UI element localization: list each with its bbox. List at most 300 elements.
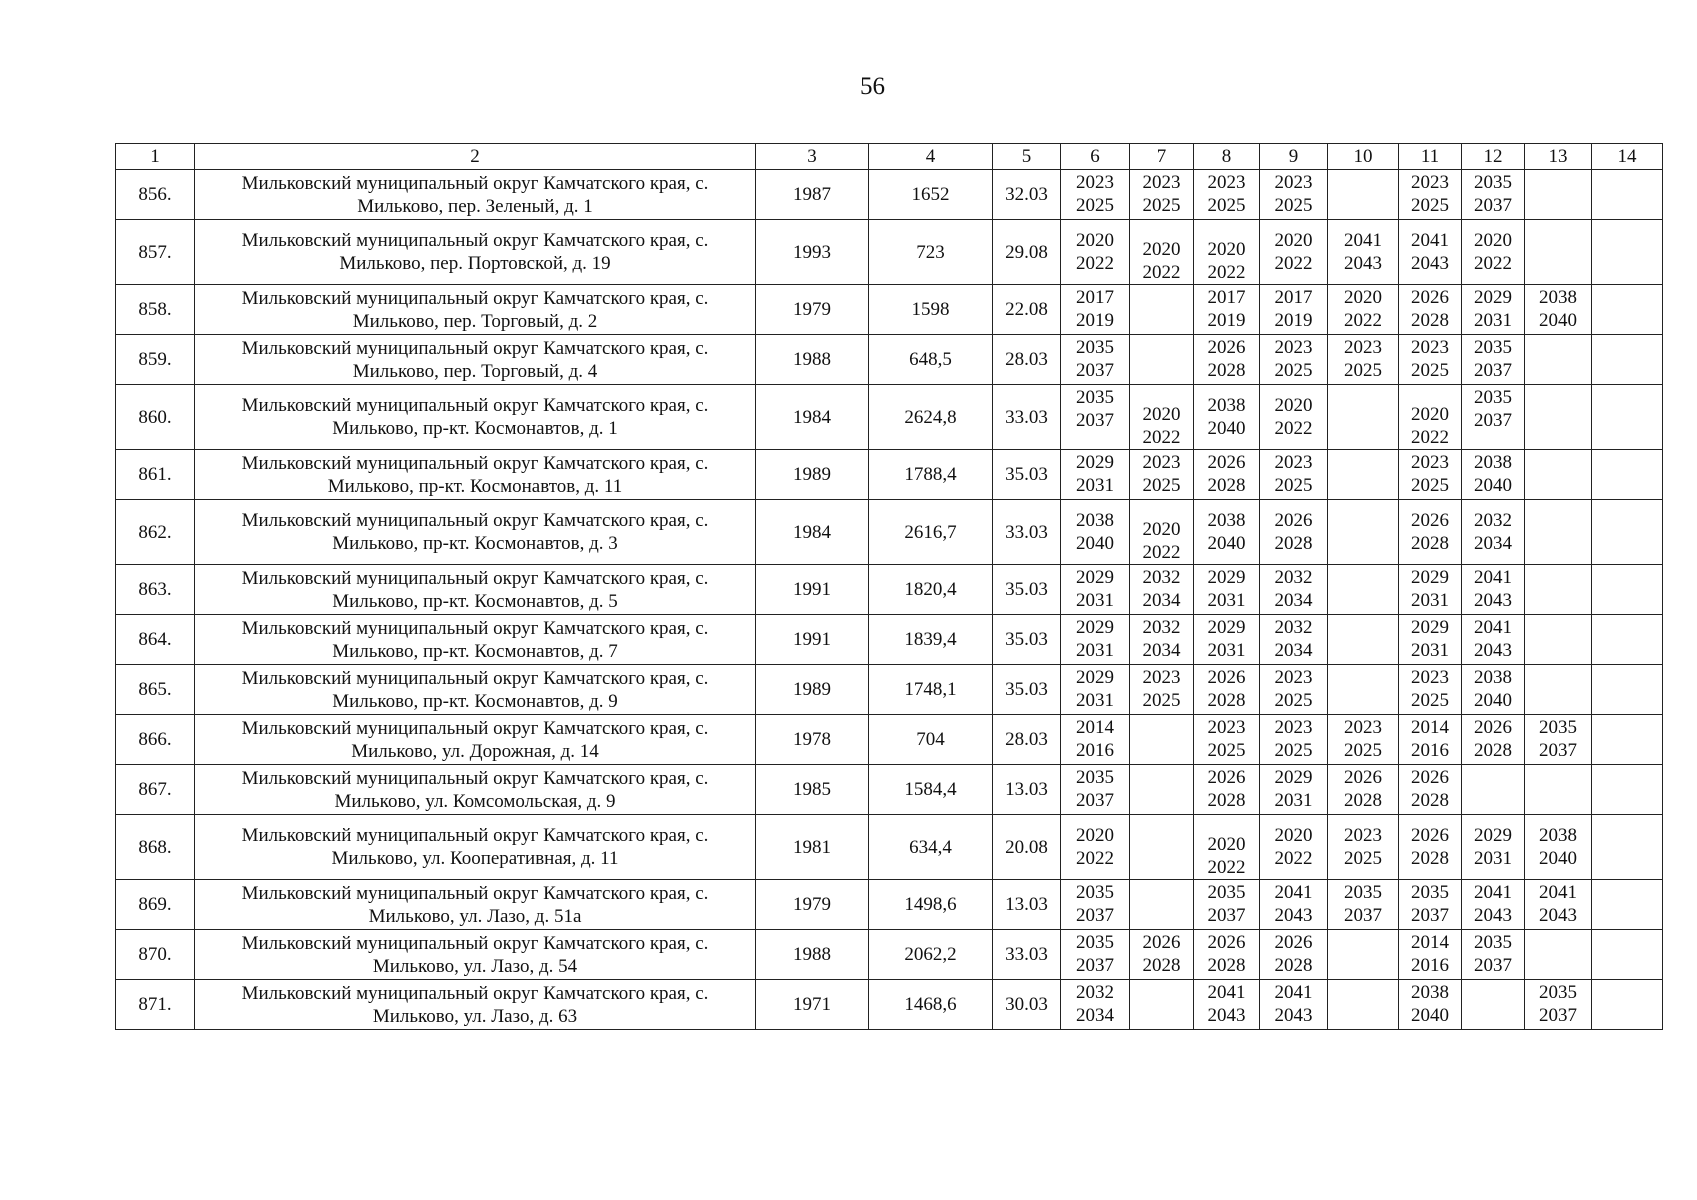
repair-period-cell — [1061, 615, 1130, 665]
period-end-year: 2040 — [1474, 474, 1512, 496]
repair-period-cell — [1194, 565, 1260, 615]
repair-period-cell — [1194, 880, 1260, 930]
repair-period-cell — [1194, 220, 1260, 285]
address-line: Мильково, пр-кт. Космонавтов, д. 1 — [332, 418, 618, 439]
address-line: Мильково, ул. Дорожная, д. 14 — [351, 740, 599, 762]
period-end-year: 2043 — [1474, 589, 1512, 611]
repair-period-cell — [1328, 500, 1399, 565]
address-line: Мильковский муниципальный округ Камчатского края, с. — [241, 617, 709, 639]
repair-period-cell — [1260, 815, 1328, 880]
repair-period-cell — [1194, 815, 1260, 880]
repair-period-cell — [1462, 815, 1525, 880]
row-number: 861. — [116, 450, 195, 500]
row-number: 865. — [116, 665, 195, 715]
period-end-year: 2028 — [1207, 359, 1246, 381]
repair-period-cell — [1260, 335, 1328, 385]
period-start-year: 2017 — [1076, 286, 1114, 308]
period-end-year: 2025 — [1274, 689, 1313, 711]
address-cell — [195, 500, 756, 565]
period-start-year: 2026 — [1142, 931, 1181, 953]
period-end-year: 2025 — [1274, 359, 1313, 381]
area-cell: 1788,4 — [869, 450, 993, 500]
repair-period-cell — [1130, 500, 1194, 565]
repair-period-cell — [1061, 500, 1130, 565]
period-start-year: 2023 — [1142, 666, 1181, 688]
period-end-year: 2025 — [1207, 194, 1246, 216]
period-start-year: 2020 — [1344, 286, 1382, 308]
area-cell: 1468,6 — [869, 980, 993, 1030]
period-end-year: 2025 — [1344, 359, 1382, 381]
row-number: 858. — [116, 285, 195, 335]
period-end-year: 2037 — [1474, 359, 1512, 381]
repair-period-cell — [1462, 980, 1525, 1030]
repair-period-cell — [1260, 665, 1328, 715]
address-line: Мильковский муниципальный округ Камчатского края, с. — [241, 287, 709, 309]
period-end-year: 2025 — [1344, 848, 1382, 869]
period-start-year: 2035 — [1344, 881, 1382, 903]
address-cell — [195, 450, 756, 500]
address-line: Мильковский муниципальный округ Камчатского края, с. — [241, 767, 709, 789]
period-end-year: 2031 — [1207, 589, 1246, 611]
repair-period-cell — [1328, 385, 1399, 450]
period-end-year: 2028 — [1274, 533, 1313, 554]
construction-year-cell: 1988 — [756, 335, 869, 385]
period-end-year: 2031 — [1076, 474, 1114, 496]
repair-period-cell — [1399, 170, 1462, 220]
repair-period-cell — [1592, 980, 1663, 1030]
table-row — [116, 285, 1663, 335]
period-start-year: 2035 — [1411, 881, 1449, 903]
repair-period-cell — [1061, 930, 1130, 980]
repair-period-cell — [1130, 170, 1194, 220]
construction-year-cell: 1984 — [756, 385, 869, 450]
period-end-year: 2043 — [1474, 904, 1512, 926]
period-start-year: 2020 — [1274, 825, 1313, 846]
repair-period-cell — [1260, 285, 1328, 335]
repair-period-cell — [1462, 335, 1525, 385]
repair-period-cell — [1130, 815, 1194, 880]
wear-cell: 33.03 — [993, 500, 1061, 565]
period-start-year: 2041 — [1207, 981, 1246, 1003]
period-start-year: 2023 — [1411, 171, 1449, 193]
period-start-year: 2029 — [1076, 566, 1114, 588]
repair-period-cell — [1592, 170, 1663, 220]
area-cell: 723 — [869, 220, 993, 285]
repair-period-cell — [1525, 880, 1592, 930]
column-header: 6 — [1061, 144, 1130, 170]
address-cell — [195, 715, 756, 765]
address-line: Мильковский муниципальный округ Камчатского края, с. — [241, 982, 709, 1004]
period-start-year: 2029 — [1411, 566, 1449, 588]
repair-period-cell — [1061, 335, 1130, 385]
area-cell: 2062,2 — [869, 930, 993, 980]
wear-cell: 20.08 — [993, 815, 1061, 880]
repair-period-cell — [1525, 765, 1592, 815]
table-row — [116, 385, 1663, 450]
column-header: 9 — [1260, 144, 1328, 170]
row-number: 868. — [116, 815, 195, 880]
repair-period-cell — [1592, 880, 1663, 930]
repair-period-cell — [1328, 565, 1399, 615]
repair-period-cell — [1462, 565, 1525, 615]
period-end-year: 2037 — [1207, 904, 1246, 926]
repair-period-cell — [1061, 880, 1130, 930]
repair-period-cell — [1328, 285, 1399, 335]
repair-period-cell — [1130, 980, 1194, 1030]
period-end-year: 2028 — [1207, 789, 1246, 811]
repair-period-cell — [1194, 385, 1260, 450]
period-end-year: 2025 — [1411, 689, 1449, 711]
period-end-year: 2028 — [1474, 739, 1512, 761]
area-cell: 704 — [869, 715, 993, 765]
row-number: 870. — [116, 930, 195, 980]
repair-period-cell — [1462, 450, 1525, 500]
period-end-year: 2022 — [1274, 418, 1313, 439]
wear-cell: 35.03 — [993, 450, 1061, 500]
repair-period-cell — [1194, 615, 1260, 665]
period-start-year: 2038 — [1411, 981, 1449, 1003]
period-start-year: 2023 — [1411, 451, 1449, 473]
address-line: Мильковский муниципальный округ Камчатского края, с. — [241, 510, 709, 531]
repair-period-cell — [1328, 335, 1399, 385]
construction-year-cell: 1978 — [756, 715, 869, 765]
column-header: 10 — [1328, 144, 1399, 170]
column-header: 7 — [1130, 144, 1194, 170]
repair-period-cell — [1525, 665, 1592, 715]
repair-period-cell — [1130, 565, 1194, 615]
repair-period-cell — [1462, 765, 1525, 815]
repair-period-cell — [1260, 980, 1328, 1030]
period-end-year: 2034 — [1274, 589, 1313, 611]
period-start-year: 2041 — [1274, 881, 1313, 903]
period-end-year: 2022 — [1076, 253, 1114, 274]
repair-period-cell — [1328, 450, 1399, 500]
repair-period-cell — [1260, 500, 1328, 565]
construction-year-cell: 1991 — [756, 565, 869, 615]
period-end-year: 2043 — [1207, 1004, 1246, 1026]
table-row — [116, 565, 1663, 615]
repair-period-cell — [1194, 170, 1260, 220]
address-line: Мильково, ул. Комсомольская, д. 9 — [334, 790, 616, 812]
period-end-year: 2034 — [1274, 639, 1313, 661]
repair-period-cell — [1260, 615, 1328, 665]
period-end-year: 2037 — [1539, 1004, 1577, 1026]
period-end-year: 2037 — [1076, 409, 1114, 431]
period-start-year: 2041 — [1474, 881, 1512, 903]
repair-period-cell — [1328, 880, 1399, 930]
period-start-year: 2023 — [1207, 171, 1246, 193]
address-line: Мильковский муниципальный округ Камчатского края, с. — [241, 932, 709, 954]
repair-period-cell — [1061, 815, 1130, 880]
repair-period-cell — [1260, 450, 1328, 500]
period-start-year: 2023 — [1274, 336, 1313, 358]
wear-cell: 32.03 — [993, 170, 1061, 220]
period-end-year: 2022 — [1142, 261, 1181, 283]
period-end-year: 2037 — [1076, 359, 1114, 381]
construction-year-cell: 1979 — [756, 880, 869, 930]
address-cell — [195, 930, 756, 980]
period-start-year: 2023 — [1274, 666, 1313, 688]
row-number: 866. — [116, 715, 195, 765]
period-start-year: 2023 — [1076, 171, 1114, 193]
area-cell: 1652 — [869, 170, 993, 220]
period-end-year: 2022 — [1274, 253, 1313, 274]
period-end-year: 2022 — [1344, 309, 1382, 331]
period-start-year: 2020 — [1411, 403, 1449, 425]
page-number: 56 — [860, 73, 885, 100]
address-line: Мильково, пер. Торговый, д. 4 — [352, 360, 598, 382]
period-start-year: 2026 — [1411, 510, 1449, 531]
period-end-year: 2025 — [1411, 474, 1449, 496]
repair-period-cell — [1462, 220, 1525, 285]
period-end-year: 2031 — [1076, 589, 1114, 611]
repair-period-cell — [1194, 450, 1260, 500]
period-end-year: 2028 — [1344, 789, 1382, 811]
repair-period-cell — [1399, 880, 1462, 930]
table-row — [116, 220, 1663, 285]
area-cell: 1748,1 — [869, 665, 993, 715]
period-end-year: 2019 — [1076, 309, 1114, 331]
repair-period-cell — [1399, 815, 1462, 880]
period-start-year: 2026 — [1411, 766, 1449, 788]
repair-period-cell — [1328, 765, 1399, 815]
construction-year-cell: 1989 — [756, 450, 869, 500]
construction-year-cell: 1993 — [756, 220, 869, 285]
address-line: Мильковский муниципальный округ Камчатского края, с. — [241, 717, 709, 739]
repair-period-cell — [1328, 930, 1399, 980]
address-line: Мильково, пр-кт. Космонавтов, д. 3 — [332, 533, 618, 554]
repair-period-cell — [1194, 980, 1260, 1030]
address-line: Мильковский муниципальный округ Камчатского края, с. — [241, 452, 709, 474]
repair-period-cell — [1592, 385, 1663, 450]
construction-year-cell: 1989 — [756, 665, 869, 715]
repair-period-cell — [1399, 450, 1462, 500]
period-end-year: 2031 — [1411, 589, 1449, 611]
period-end-year: 2037 — [1411, 904, 1449, 926]
address-line: Мильково, пр-кт. Космонавтов, д. 7 — [332, 640, 618, 662]
repair-period-cell — [1399, 980, 1462, 1030]
address-cell — [195, 170, 756, 220]
period-start-year: 2029 — [1274, 766, 1313, 788]
repair-period-cell — [1592, 450, 1663, 500]
column-header: 4 — [869, 144, 993, 170]
repair-period-cell — [1260, 765, 1328, 815]
wear-cell: 22.08 — [993, 285, 1061, 335]
period-start-year: 2032 — [1142, 616, 1181, 638]
row-number: 871. — [116, 980, 195, 1030]
wear-cell: 13.03 — [993, 880, 1061, 930]
period-start-year: 2029 — [1474, 825, 1512, 846]
repair-period-cell — [1328, 220, 1399, 285]
address-line: Мильково, ул. Лазо, д. 51а — [368, 905, 582, 927]
address-cell — [195, 880, 756, 930]
period-start-year: 2032 — [1474, 510, 1512, 531]
repair-period-cell — [1328, 615, 1399, 665]
column-header: 5 — [993, 144, 1061, 170]
repair-period-cell — [1194, 715, 1260, 765]
period-start-year: 2026 — [1411, 286, 1449, 308]
repair-period-cell — [1399, 335, 1462, 385]
period-end-year: 2040 — [1207, 533, 1246, 554]
repair-period-cell — [1462, 615, 1525, 665]
repair-period-cell — [1061, 980, 1130, 1030]
address-line: Мильковский муниципальный округ Камчатского края, с. — [241, 567, 709, 589]
address-cell — [195, 220, 756, 285]
period-end-year: 2031 — [1411, 639, 1449, 661]
period-start-year: 2026 — [1474, 716, 1512, 738]
row-number: 860. — [116, 385, 195, 450]
table-row — [116, 335, 1663, 385]
period-start-year: 2035 — [1474, 931, 1512, 953]
construction-year-cell: 1991 — [756, 615, 869, 665]
repair-period-cell — [1525, 565, 1592, 615]
address-line: Мильково, пер. Торговый, д. 2 — [352, 310, 598, 332]
address-cell — [195, 335, 756, 385]
address-line: Мильковский муниципальный округ Камчатского края, с. — [241, 395, 709, 416]
period-start-year: 2032 — [1274, 566, 1313, 588]
construction-year-cell: 1971 — [756, 980, 869, 1030]
area-cell: 634,4 — [869, 815, 993, 880]
address-cell — [195, 615, 756, 665]
period-start-year: 2026 — [1207, 451, 1246, 473]
period-end-year: 2037 — [1474, 194, 1512, 216]
period-end-year: 2034 — [1076, 1004, 1114, 1026]
row-number: 869. — [116, 880, 195, 930]
period-start-year: 2029 — [1207, 566, 1246, 588]
address-line: Мильково, ул. Лазо, д. 54 — [372, 955, 578, 977]
period-start-year: 2020 — [1142, 403, 1181, 425]
period-start-year: 2038 — [1474, 451, 1512, 473]
period-end-year: 2028 — [1411, 533, 1449, 554]
repair-period-cell — [1525, 285, 1592, 335]
repair-period-cell — [1130, 880, 1194, 930]
address-line: Мильковский муниципальный округ Камчатского края, с. — [241, 172, 709, 194]
header-row — [116, 144, 1663, 170]
period-end-year: 2025 — [1411, 194, 1449, 216]
repair-period-cell — [1399, 765, 1462, 815]
period-start-year: 2023 — [1344, 336, 1382, 358]
period-start-year: 2035 — [1474, 386, 1512, 408]
repair-period-cell — [1130, 665, 1194, 715]
repair-period-cell — [1328, 170, 1399, 220]
construction-year-cell: 1984 — [756, 500, 869, 565]
column-header: 1 — [116, 144, 195, 170]
repair-period-cell — [1061, 285, 1130, 335]
column-header: 12 — [1462, 144, 1525, 170]
repair-period-cell — [1328, 715, 1399, 765]
period-end-year: 2040 — [1076, 533, 1114, 554]
period-end-year: 2043 — [1344, 253, 1382, 274]
period-end-year: 2022 — [1076, 848, 1114, 869]
area-cell: 1498,6 — [869, 880, 993, 930]
repair-period-cell — [1592, 285, 1663, 335]
period-start-year: 2038 — [1207, 395, 1246, 416]
period-start-year: 2014 — [1411, 716, 1449, 738]
period-start-year: 2020 — [1274, 230, 1313, 251]
repair-period-cell — [1525, 385, 1592, 450]
table-row — [116, 450, 1663, 500]
repair-period-cell — [1525, 220, 1592, 285]
address-cell — [195, 285, 756, 335]
address-line: Мильковский муниципальный округ Камчатского края, с. — [241, 230, 709, 251]
period-start-year: 2029 — [1411, 616, 1449, 638]
period-start-year: 2029 — [1076, 451, 1114, 473]
repair-period-cell — [1525, 615, 1592, 665]
repair-period-cell — [1328, 980, 1399, 1030]
repair-period-cell — [1525, 815, 1592, 880]
period-end-year: 2037 — [1539, 739, 1577, 761]
period-start-year: 2017 — [1207, 286, 1246, 308]
address-cell — [195, 665, 756, 715]
repair-period-cell — [1399, 220, 1462, 285]
period-end-year: 2028 — [1411, 309, 1449, 331]
period-end-year: 2028 — [1411, 848, 1449, 869]
repair-period-cell — [1061, 220, 1130, 285]
address-line: Мильково, пр-кт. Космонавтов, д. 11 — [327, 475, 623, 497]
repair-period-cell — [1462, 500, 1525, 565]
repair-period-cell — [1399, 665, 1462, 715]
repair-period-cell — [1592, 765, 1663, 815]
period-start-year: 2020 — [1142, 518, 1181, 540]
period-end-year: 2025 — [1076, 194, 1114, 216]
table-row — [116, 170, 1663, 220]
repair-period-cell — [1061, 170, 1130, 220]
address-cell — [195, 980, 756, 1030]
wear-cell: 33.03 — [993, 930, 1061, 980]
repair-period-cell — [1260, 385, 1328, 450]
repair-period-cell — [1592, 565, 1663, 615]
repair-period-cell — [1130, 765, 1194, 815]
repair-period-cell — [1061, 765, 1130, 815]
period-end-year: 2034 — [1474, 533, 1512, 554]
period-end-year: 2025 — [1207, 739, 1246, 761]
column-header: 13 — [1525, 144, 1592, 170]
repair-period-cell — [1399, 930, 1462, 980]
period-end-year: 2025 — [1274, 474, 1313, 496]
table-row — [116, 930, 1663, 980]
repair-period-cell — [1399, 285, 1462, 335]
repair-period-cell — [1462, 170, 1525, 220]
period-end-year: 2037 — [1344, 904, 1382, 926]
period-end-year: 2028 — [1207, 689, 1246, 711]
repair-period-cell — [1260, 880, 1328, 930]
address-line: Мильковский муниципальный округ Камчатского края, с. — [241, 825, 709, 846]
repair-period-cell — [1328, 665, 1399, 715]
wear-cell: 35.03 — [993, 565, 1061, 615]
period-start-year: 2020 — [1076, 230, 1114, 251]
repair-period-cell — [1194, 500, 1260, 565]
period-end-year: 2043 — [1474, 639, 1512, 661]
period-end-year: 2019 — [1207, 309, 1246, 331]
repair-period-cell — [1525, 980, 1592, 1030]
repair-period-cell — [1061, 565, 1130, 615]
period-end-year: 2022 — [1274, 848, 1313, 869]
repair-period-cell — [1525, 335, 1592, 385]
period-end-year: 2031 — [1076, 689, 1114, 711]
period-start-year: 2026 — [1274, 931, 1313, 953]
period-start-year: 2038 — [1076, 510, 1114, 531]
column-header: 11 — [1399, 144, 1462, 170]
repair-period-cell — [1592, 815, 1663, 880]
row-number: 862. — [116, 500, 195, 565]
repair-period-cell — [1130, 930, 1194, 980]
period-end-year: 2028 — [1207, 474, 1246, 496]
wear-cell: 28.03 — [993, 335, 1061, 385]
area-cell: 648,5 — [869, 335, 993, 385]
period-start-year: 2020 — [1474, 230, 1512, 251]
period-start-year: 2029 — [1474, 286, 1512, 308]
period-start-year: 2029 — [1076, 616, 1114, 638]
